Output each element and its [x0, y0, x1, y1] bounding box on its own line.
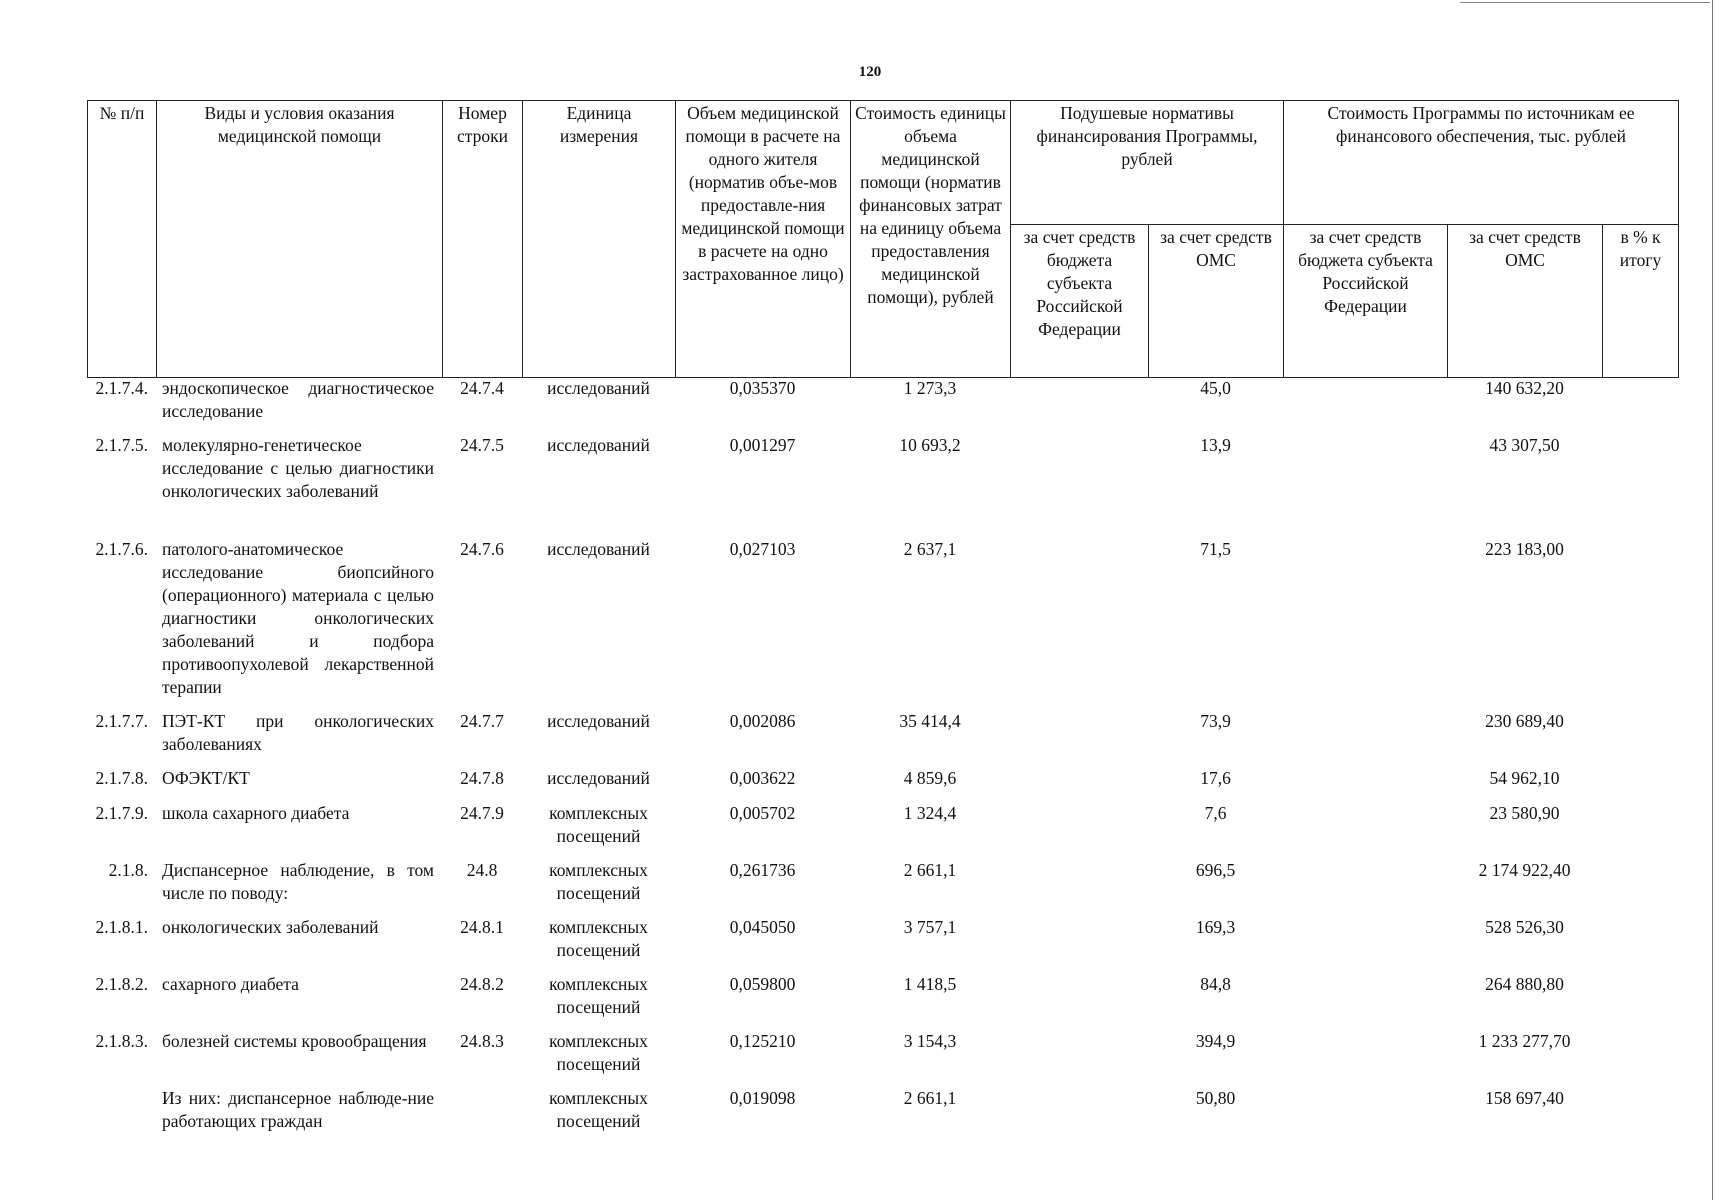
header-care-type: Виды и условия оказания медицинской помощи [157, 101, 443, 378]
row-name: болезней системы кровообращения [162, 1031, 427, 1051]
row-volume: 0,261736 [729, 860, 796, 880]
row-per-capita-oms: 50,80 [1195, 1088, 1236, 1108]
row-unit-cost: 2 661,1 [903, 1088, 957, 1108]
row-program-budget [1283, 434, 1447, 538]
header-volume: Объем медицинской помощи в расчете на одного жителя (норматив объе-мов предоставле-ния медицинской помощи в расчете на одно застрахованное лицо) [676, 101, 851, 378]
row-program-oms: 23 580,90 [1489, 803, 1560, 823]
row-unit: комплексных посещений [549, 1088, 648, 1131]
row-program-oms: 2 174 922,40 [1478, 860, 1571, 880]
header-unit-cost: Стоимость единицы объема медицинской помощи (норматив финансовых затрат на единицу объема предоставления медицинской помощи), рублей [851, 101, 1011, 378]
row-number: 2.1.8.3. [95, 1031, 148, 1051]
row-per-capita-budget [1010, 710, 1148, 767]
table-row [87, 377, 1678, 434]
row-volume: 0,125210 [729, 1031, 796, 1051]
table-header [87, 100, 1679, 378]
row-line-number: 24.7.4 [460, 378, 504, 398]
row-program-budget [1283, 859, 1447, 916]
row-number: 2.1.8.1. [95, 917, 148, 937]
row-volume: 0,045050 [729, 917, 796, 937]
row-program-budget [1283, 973, 1447, 1030]
row-number: 2.1.7.4. [95, 378, 148, 398]
row-unit: исследований [547, 539, 650, 559]
table-row [87, 1087, 1678, 1144]
row-program-budget [1283, 377, 1447, 434]
header-program-budget: за счет средств бюджета субъекта Российской Федерации [1284, 225, 1448, 378]
table-row [87, 710, 1678, 767]
row-program-percent [1602, 973, 1678, 1030]
row-name: ПЭТ-КТ при онкологических заболеваниях [162, 711, 434, 754]
row-program-oms: 264 880,80 [1485, 974, 1564, 994]
row-program-percent [1602, 538, 1678, 710]
row-per-capita-budget [1010, 916, 1148, 973]
row-program-budget [1283, 802, 1447, 859]
row-program-oms: 528 526,30 [1485, 917, 1564, 937]
row-program-budget [1283, 710, 1447, 767]
row-volume: 0,002086 [729, 711, 796, 731]
row-name: онкологических заболеваний [162, 917, 379, 937]
page-number: 120 [858, 64, 882, 80]
row-name: патолого-анатомическое исследование биопсийного (операционного) материала с целью диагностики онкологических заболеваний и подбора противоопухолевой лекарственной терапии [162, 539, 434, 697]
row-line-number: 24.8 [466, 860, 498, 880]
top-edge-line [1460, 2, 1710, 3]
header-per-capita-group: Подушевые нормативы финансирования Программы, рублей [1011, 101, 1284, 225]
row-per-capita-oms: 45,0 [1200, 378, 1231, 398]
row-unit-cost: 1 418,5 [903, 974, 957, 994]
header-row-number: Номер строки [443, 101, 523, 378]
row-unit-cost: 2 637,1 [903, 539, 957, 559]
row-volume: 0,035370 [729, 378, 796, 398]
row-line-number: 24.8.3 [460, 1031, 504, 1051]
row-number: 2.1.8. [108, 860, 148, 880]
row-program-percent [1602, 1030, 1678, 1087]
row-per-capita-budget [1010, 859, 1148, 916]
header-per-capita-budget: за счет средств бюджета субъекта Российской Федерации [1011, 225, 1149, 378]
row-number: 2.1.7.7. [95, 711, 148, 731]
row-name: школа сахарного диабета [162, 803, 350, 823]
header-program-percent: в % к итогу [1603, 225, 1679, 378]
row-program-oms: 1 233 277,70 [1478, 1031, 1571, 1051]
row-program-oms: 43 307,50 [1489, 435, 1560, 455]
row-unit: комплексных посещений [549, 803, 648, 846]
row-program-oms: 230 689,40 [1485, 711, 1564, 731]
row-number [87, 1087, 156, 1144]
table-row [87, 434, 1678, 538]
row-unit-cost: 35 414,4 [899, 711, 961, 731]
row-volume: 0,027103 [729, 539, 796, 559]
table-row [87, 767, 1678, 802]
row-line-number: 24.8.1 [460, 917, 504, 937]
row-program-percent [1602, 859, 1678, 916]
row-per-capita-budget [1010, 1087, 1148, 1144]
row-program-budget [1283, 916, 1447, 973]
row-number: 2.1.8.2. [95, 974, 148, 994]
row-program-percent [1602, 377, 1678, 434]
row-unit: исследований [547, 435, 650, 455]
row-program-percent [1602, 916, 1678, 973]
row-unit: комплексных посещений [549, 860, 648, 903]
row-volume: 0,059800 [729, 974, 796, 994]
row-unit-cost: 3 757,1 [903, 917, 957, 937]
header-per-capita-oms: за счет средств ОМС [1149, 225, 1284, 378]
row-per-capita-oms: 13,9 [1200, 435, 1231, 455]
row-name: сахарного диабета [162, 974, 299, 994]
row-program-oms: 140 632,20 [1485, 378, 1564, 398]
row-per-capita-budget [1010, 1030, 1148, 1087]
row-unit: исследований [547, 378, 650, 398]
row-unit-cost: 4 859,6 [903, 768, 957, 788]
header-program-cost-group: Стоимость Программы по источникам ее финансового обеспечения, тыс. рублей [1284, 101, 1679, 225]
row-unit-cost: 3 154,3 [903, 1031, 957, 1051]
row-name: молекулярно-генетическое исследование с целью диагностики онкологических заболеваний [162, 435, 434, 501]
row-per-capita-oms: 394,9 [1195, 1031, 1236, 1051]
row-unit-cost: 2 661,1 [903, 860, 957, 880]
row-per-capita-oms: 73,9 [1200, 711, 1231, 731]
row-per-capita-oms: 7,6 [1204, 803, 1227, 823]
table-body [87, 377, 1678, 1144]
row-program-percent [1602, 1087, 1678, 1144]
row-name: эндоскопическое диагностическое исследование [162, 378, 434, 421]
row-line-number: 24.7.5 [460, 435, 504, 455]
row-number: 2.1.7.6. [95, 539, 148, 559]
row-program-budget [1283, 538, 1447, 710]
row-per-capita-budget [1010, 434, 1148, 538]
row-per-capita-budget [1010, 377, 1148, 434]
row-number: 2.1.7.8. [95, 768, 148, 788]
row-line-number [442, 1087, 522, 1144]
header-number: № п/п [88, 101, 157, 378]
row-per-capita-oms: 71,5 [1200, 539, 1231, 559]
table-row [87, 538, 1678, 710]
row-program-oms: 158 697,40 [1485, 1088, 1564, 1108]
row-name: Из них: диспансерное наблюде-ние работающих граждан [162, 1088, 434, 1131]
row-program-percent [1602, 434, 1678, 538]
row-volume: 0,019098 [729, 1088, 796, 1108]
row-unit: комплексных посещений [549, 974, 648, 1017]
row-per-capita-oms: 169,3 [1195, 917, 1236, 937]
row-per-capita-oms: 17,6 [1200, 768, 1231, 788]
row-volume: 0,005702 [729, 803, 796, 823]
row-per-capita-budget [1010, 973, 1148, 1030]
table-row [87, 859, 1678, 916]
row-per-capita-oms: 84,8 [1200, 974, 1231, 994]
row-program-budget [1283, 1030, 1447, 1087]
right-edge-line [1712, 0, 1713, 1200]
row-line-number: 24.8.2 [460, 974, 504, 994]
table-row [87, 916, 1678, 973]
row-unit-cost: 10 693,2 [899, 435, 961, 455]
row-program-percent [1602, 802, 1678, 859]
table-row [87, 973, 1678, 1030]
row-program-budget [1283, 767, 1447, 802]
row-unit: комплексных посещений [549, 917, 648, 960]
row-line-number: 24.7.6 [460, 539, 504, 559]
row-unit: исследований [547, 768, 650, 788]
row-volume: 0,003622 [729, 768, 796, 788]
row-number: 2.1.7.5. [95, 435, 148, 455]
row-name: Диспансерное наблюдение, в том числе по поводу: [162, 860, 434, 903]
row-per-capita-budget [1010, 802, 1148, 859]
row-unit-cost: 1 324,4 [903, 803, 957, 823]
row-program-oms: 54 962,10 [1489, 768, 1560, 788]
header-unit: Единица измерения [523, 101, 676, 378]
row-number: 2.1.7.9. [95, 803, 148, 823]
row-program-percent [1602, 710, 1678, 767]
row-per-capita-budget [1010, 538, 1148, 710]
row-unit: исследований [547, 711, 650, 731]
header-program-oms: за счет средств ОМС [1448, 225, 1603, 378]
row-program-budget [1283, 1087, 1447, 1144]
row-program-percent [1602, 767, 1678, 802]
table-row [87, 802, 1678, 859]
row-unit-cost: 1 273,3 [903, 378, 957, 398]
row-name: ОФЭКТ/КТ [162, 768, 250, 788]
row-volume: 0,001297 [729, 435, 796, 455]
row-program-oms: 223 183,00 [1485, 539, 1564, 559]
row-per-capita-oms: 696,5 [1195, 860, 1236, 880]
row-line-number: 24.7.8 [460, 768, 504, 788]
table-row [87, 1030, 1678, 1087]
row-unit: комплексных посещений [549, 1031, 648, 1074]
row-per-capita-budget [1010, 767, 1148, 802]
row-line-number: 24.7.9 [460, 803, 504, 823]
row-line-number: 24.7.7 [460, 711, 504, 731]
